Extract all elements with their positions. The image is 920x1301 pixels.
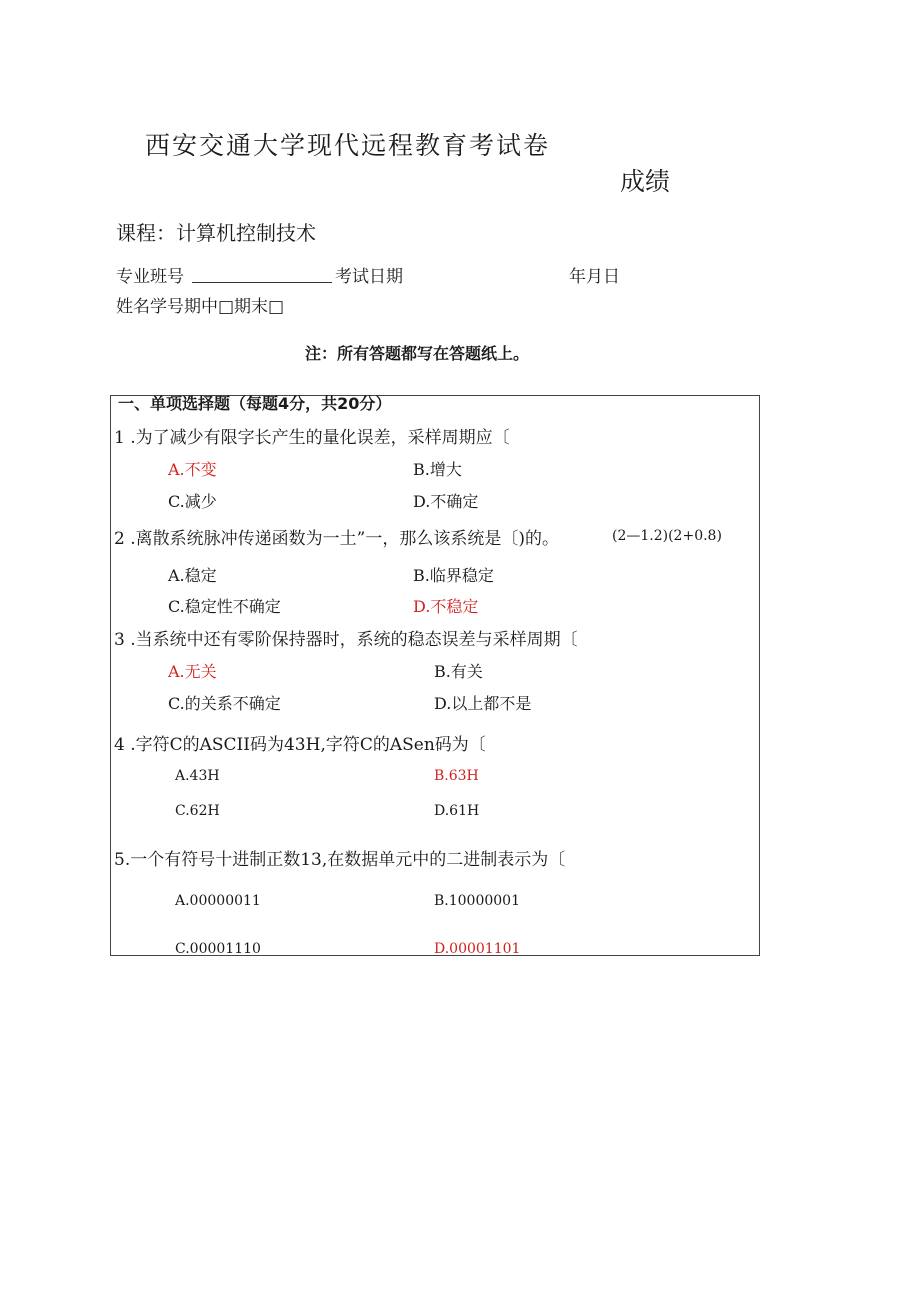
option-b: B.10000001 (434, 893, 520, 909)
course-name: 课程：计算机控制技术 (116, 221, 316, 245)
question-stem: 5.一个有符号十进制正数13,在数据单元中的二进制表示为〔 (114, 850, 566, 870)
section-title: 一、单项选择题（每题4分，共20分） (118, 394, 392, 413)
question-stem: 3 .当系统中还有零阶保持器时，系统的稳态误差与采样周期〔 (114, 630, 578, 650)
name-line: 姓名学号期中□期末□ (116, 297, 285, 317)
option-a: A.不变 (168, 460, 217, 479)
option-a: A.00000011 (175, 893, 261, 909)
date-units: 年月日 (569, 267, 620, 287)
option-d: D.不确定 (413, 492, 479, 511)
option-c: C.的关系不确定 (168, 694, 281, 713)
option-a: A.稳定 (168, 566, 217, 585)
question-stem: 4 .字符C的ASCII码为43H,字符C的ASen码为〔 (114, 735, 486, 755)
option-c: C.减少 (168, 492, 217, 511)
option-c: C.稳定性不确定 (168, 597, 281, 616)
question-stem: 1 .为了减少有限字长产生的量化误差，采样周期应〔 (114, 428, 510, 448)
question-formula: (2—1.2)(2+0.8) (612, 528, 722, 544)
option-a: A.无关 (168, 662, 217, 681)
option-a: A.43H (175, 768, 220, 784)
option-d: D.以上都不是 (434, 694, 532, 713)
option-b: B.63H (434, 768, 479, 784)
option-b: B.临界稳定 (413, 566, 494, 585)
option-b: B.有关 (434, 662, 483, 681)
exam-title: 西安交通大学现代远程教育考试卷 (145, 131, 551, 160)
date-label: 考试日期 (335, 267, 403, 287)
class-blank-line (192, 262, 332, 283)
instruction-note: 注：所有答题都写在答题纸上。 (305, 344, 530, 363)
score-label: 成绩 (620, 167, 671, 196)
option-d: D.00001101 (434, 941, 521, 957)
option-c: C.00001110 (175, 941, 261, 957)
option-d: D.不稳定 (413, 597, 479, 616)
option-b: B.增大 (413, 460, 462, 479)
option-d: D.61H (434, 803, 480, 819)
question-stem: 2 .离散系统脉冲传递函数为一土”一，那么该系统是〔)的。 (114, 529, 559, 549)
class-label: 专业班号 (116, 267, 184, 287)
option-c: C.62H (175, 803, 220, 819)
